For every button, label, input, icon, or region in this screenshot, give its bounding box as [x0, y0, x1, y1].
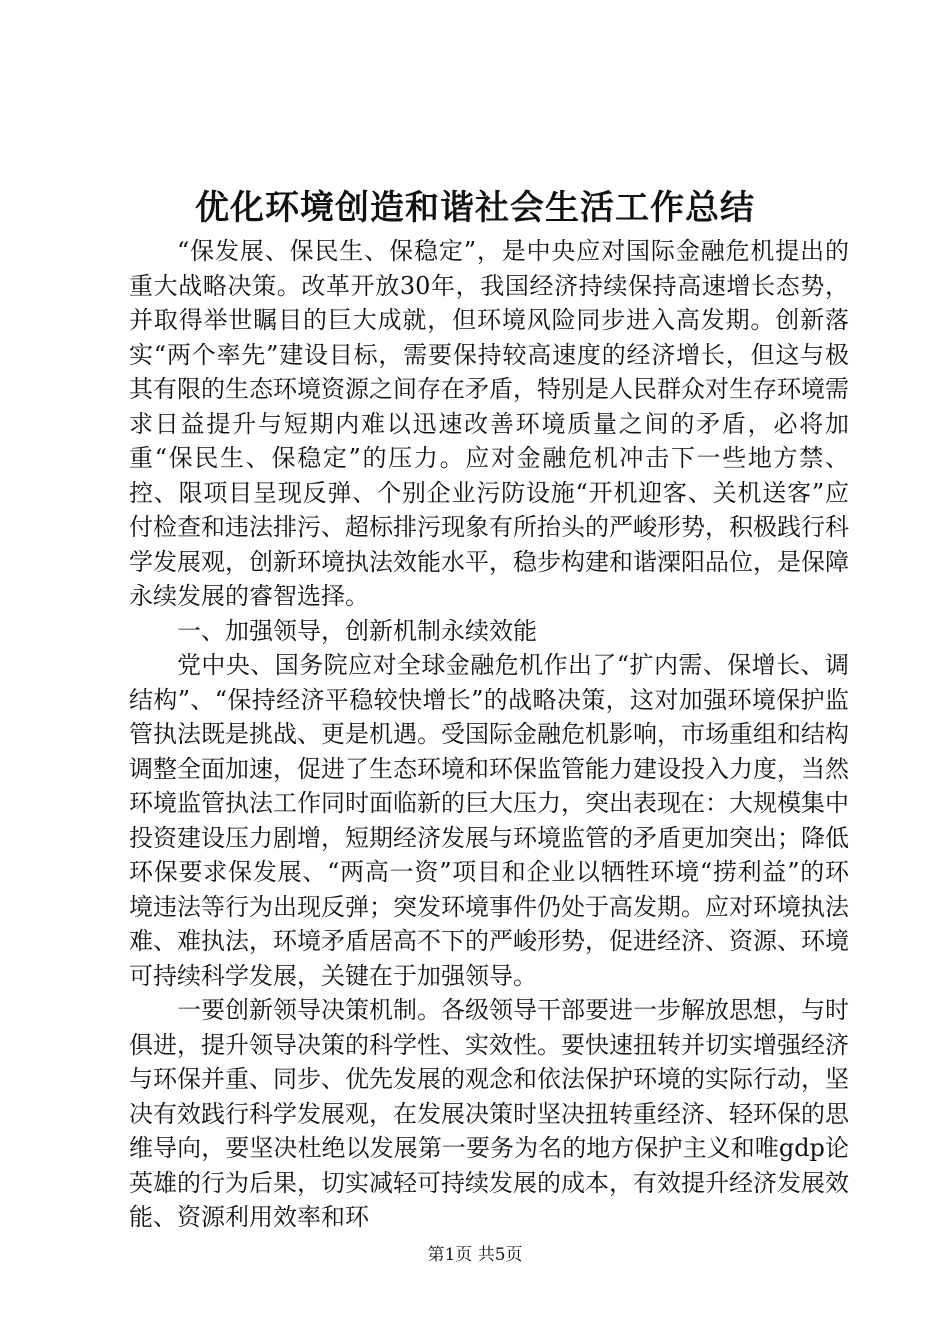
- document-title: 优化环境创造和谐社会生活工作总结: [195, 188, 755, 228]
- paragraph-decision-mechanism: 一要创新领导决策机制。各级领导干部要进一步解放思想，与时俱进，提升领导决策的科学性、实效性。要快速扭转并切实增强经济与环保并重、同步、优先发展的观念和依法保护环境的实际行动，坚决有效践行科学发展观，在发展决策时坚决扭转重经济、轻环保的思维导向，要坚决杜绝以发展第一要务为名的地方保护主义和唯gdp论英雄的行为后果，切实减轻可持续发展的成本，有效提升经济发展效能、资源利用效率和环: [129, 996, 849, 1231]
- paragraph-intro: “保发展、保民生、保稳定”，是中央应对国际金融危机提出的重大战略决策。改革开放30年，我国经济持续保持高速增长态势，并取得举世瞩目的巨大成就，但环境风险同步进入高发期。创新落实“两个率先”建设目标，需要保持较高速度的经济增长，但这与极其有限的生态环境资源之间存在矛盾，特别是人民群众对生存环境需求日益提升与短期内难以迅速改善环境质量之间的矛盾，必将加重“保民生、保稳定”的压力。应对金融危机冲击下一些地方禁、控、限项目呈现反弹、个别企业污防设施“开机迎客、关机送客”应付检查和违法排污、超标排污现象有所抬头的严峻形势，积极践行科学发展观，创新环境执法效能水平，稳步构建和谐溧阳品位，是保障永续发展的睿智选择。: [129, 237, 849, 610]
- document-body: [129, 234, 849, 1235]
- paragraph-leadership: 党中央、国务院应对全球金融危机作出了“扩内需、保增长、调结构”、“保持经济平稳较快增长”的战略决策，这对加强环境保护监管执法既是挑战、更是机遇。受国际金融危机影响，市场重组和结构调整全面加速，促进了生态环境和环保监管能力建设投入力度，当然环境监管执法工作同时面临新的巨大压力，突出表现在：大规模集中投资建设压力剧增，短期经济发展与环境监管的矛盾更加突出；降低环保要求保发展、“两高一资”项目和企业以牺牲环境“捞利益”的环境违法等行为出现反弹；突发环境事件仍处于高发期。应对环境执法难、难执法，环境矛盾居高不下的严峻形势，促进经济、资源、环境可持续科学发展，关键在于加强领导。: [129, 651, 849, 990]
- page-number: 第1页 共5页: [427, 1245, 523, 1265]
- page-footer: [0, 1244, 950, 1266]
- section-heading: 一、加强领导，创新机制永续效能: [177, 616, 537, 645]
